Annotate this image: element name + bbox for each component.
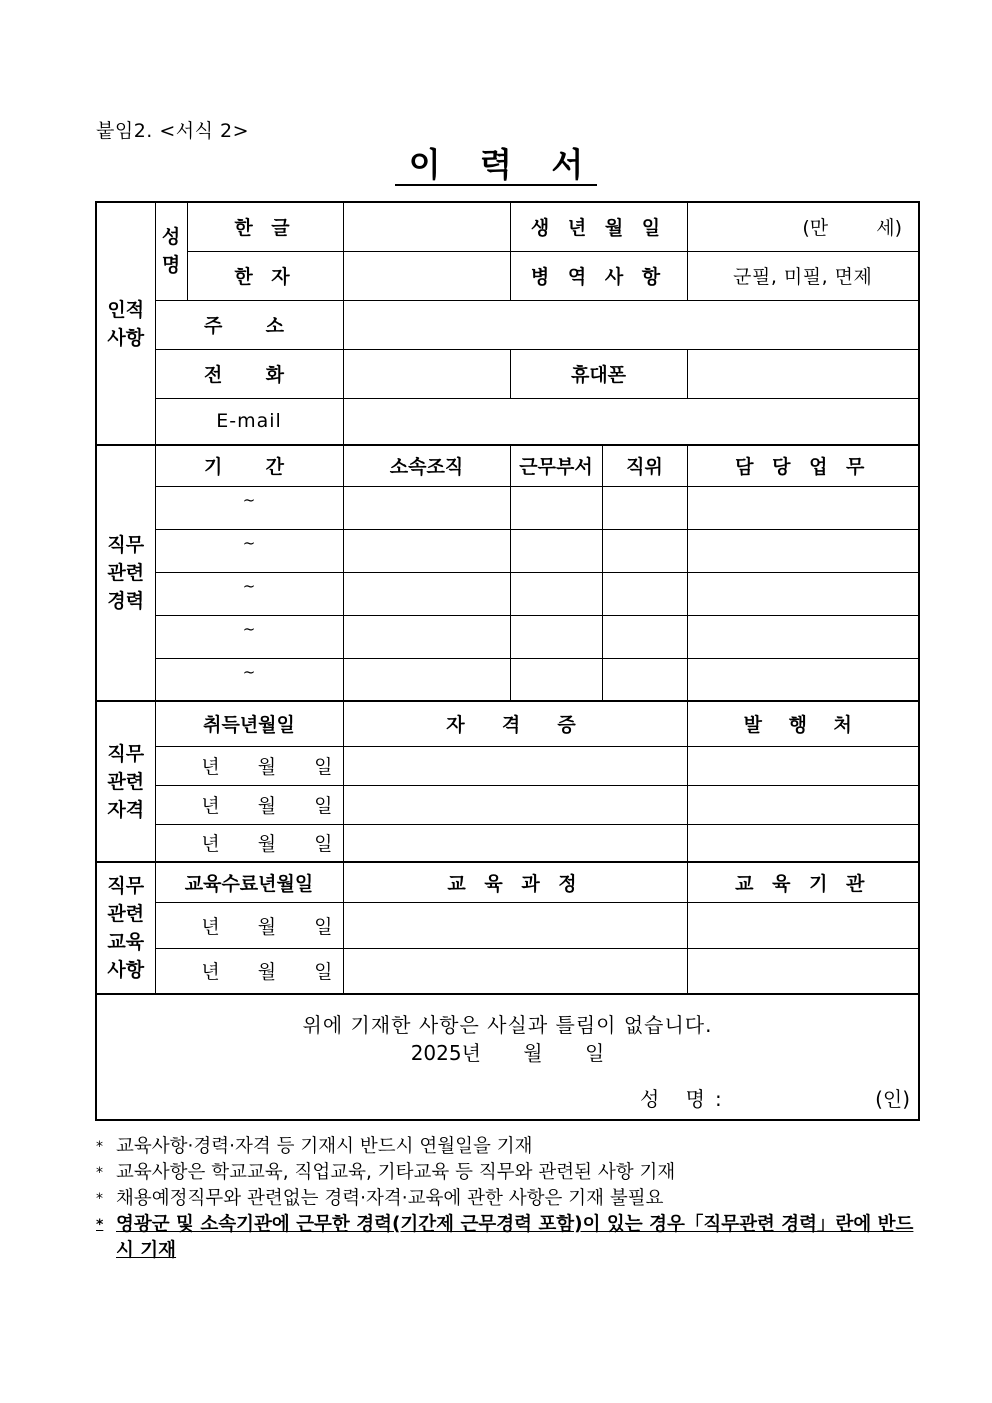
document-title: 이 력 서 [395,146,598,186]
military-label: 병 역 사 항 [510,251,687,300]
career-position-field[interactable] [602,615,687,658]
education-inst-field[interactable] [687,948,919,994]
license-row [96,824,919,862]
career-header-row [96,445,919,486]
license-name-field[interactable] [343,824,687,862]
row-name-hangul [96,202,919,251]
address-label: 주 소 [155,300,343,349]
declaration-year: 2025년 [410,1041,481,1065]
note-mark: * [96,1217,104,1233]
personal-section-label: 인적 사항 [96,202,155,445]
education-date-field[interactable] [155,902,343,948]
row-phone [96,349,919,398]
career-col-duty: 담 당 업 무 [687,445,919,486]
month-unit: 월 [257,833,277,856]
career-duty-field[interactable] [687,615,919,658]
career-row [96,486,919,529]
career-position-field[interactable] [602,529,687,572]
note-text: 영광군 및 소속기관에 근무한 경력(기간제 근무경력 포함)이 있는 경우「직무관련 경력」란에 반드시 기재 [116,1214,914,1261]
career-row [96,529,919,572]
license-name-field[interactable] [343,785,687,824]
day-unit: 일 [314,795,333,817]
education-row [96,948,919,994]
license-row [96,746,919,785]
day-unit: 일 [314,833,333,856]
career-dept-field[interactable] [510,529,602,572]
license-section-label: 직무 관련 자격 [96,701,155,862]
education-course-field[interactable] [343,902,687,948]
name-label: 성 명 [155,202,187,300]
month-unit: 월 [257,915,277,938]
career-dept-field[interactable] [510,572,602,615]
career-row [96,572,919,615]
license-row [96,785,919,824]
career-col-org: 소속조직 [343,445,510,486]
career-col-period: 기 간 [155,445,343,486]
career-dept-field[interactable] [510,658,602,701]
license-col-name: 자 격 증 [343,701,687,746]
career-duty-field[interactable] [687,529,919,572]
career-duty-field[interactable] [687,486,919,529]
license-name-field[interactable] [343,746,687,785]
hanja-label: 한 자 [187,251,343,300]
military-options[interactable]: 군필, 미필, 면제 [687,251,919,300]
education-course-field[interactable] [343,948,687,994]
hangul-name-field[interactable] [343,202,510,251]
note-text: 교육사항·경력·자격 등 기재시 반드시 연월일을 기재 [116,1136,533,1157]
phone-label: 전 화 [155,349,343,398]
career-position-field[interactable] [602,572,687,615]
license-col-issuer: 발 행 처 [687,701,919,746]
year-unit: 년 [201,961,220,984]
license-date-field[interactable] [155,824,343,862]
education-col-course: 교 육 과 정 [343,862,687,902]
day-unit: 일 [314,961,333,984]
birth-label: 생 년 월 일 [510,202,687,251]
education-col-inst: 교 육 기 관 [687,862,919,902]
resume-form-table [95,201,920,1121]
note-text: 교육사항은 학교교육, 직업교육, 기타교육 등 직무와 관련된 사항 기재 [116,1162,676,1183]
note-mark: * [96,1191,103,1207]
age-close: 세) [876,217,903,240]
document-title-wrap [0,146,992,186]
license-issuer-field[interactable] [687,746,919,785]
year-unit: 년 [201,756,220,778]
phone-field[interactable] [343,349,510,398]
mobile-field[interactable] [687,349,919,398]
mobile-label: 휴대폰 [510,349,687,398]
license-issuer-field[interactable] [687,824,919,862]
career-org-field[interactable] [343,529,510,572]
education-section-label: 직무 관련 교육 사항 [96,862,155,994]
career-col-position: 직위 [602,445,687,486]
career-period-field[interactable]: ~ [155,658,343,701]
education-row [96,902,919,948]
note-item [96,1186,916,1212]
career-duty-field[interactable] [687,572,919,615]
declaration-date [97,1037,918,1066]
career-dept-field[interactable] [510,615,602,658]
seal-label: (인) [875,1087,911,1111]
declaration-month: 월 [523,1041,543,1065]
note-item [96,1160,916,1186]
career-col-dept: 근무부서 [510,445,602,486]
career-period-field[interactable]: ~ [155,486,343,529]
career-org-field[interactable] [343,658,510,701]
note-item-emphasis [96,1212,916,1264]
license-header-row [96,701,919,746]
career-dept-field[interactable] [510,486,602,529]
day-unit: 일 [314,915,333,938]
hangul-label: 한 글 [187,202,343,251]
month-unit: 월 [257,961,277,984]
career-org-field[interactable] [343,615,510,658]
education-inst-field[interactable] [687,902,919,948]
education-col-date: 교육수료년월일 [155,862,343,902]
hanja-name-field[interactable] [343,251,510,300]
year-unit: 년 [201,795,220,817]
row-address [96,300,919,349]
education-date-field[interactable] [155,948,343,994]
note-item [96,1134,916,1160]
row-email [96,398,919,445]
career-period-field[interactable]: ~ [155,529,343,572]
note-text: 채용예정직무와 관련없는 경력·자격·교육에 관한 사항은 기재 불필요 [116,1188,664,1209]
note-mark: * [96,1139,103,1155]
email-field[interactable] [343,398,919,445]
career-section-label: 직무 관련 경력 [96,445,155,701]
attachment-label: 붙임2. <서식 2> [96,120,250,142]
career-row [96,615,919,658]
birth-field[interactable] [687,202,919,251]
year-unit: 년 [201,915,220,938]
address-field[interactable] [343,300,919,349]
age-open: (만 [802,217,829,240]
notes [96,1134,916,1264]
note-mark: * [96,1165,103,1181]
career-duty-field[interactable] [687,658,919,701]
declaration-row [96,994,919,1120]
career-position-field[interactable] [602,486,687,529]
education-header-row [96,862,919,902]
license-date-field[interactable] [155,785,343,824]
declaration-statement: 위에 기재한 사항은 사실과 틀림이 없습니다. [302,1013,713,1037]
career-row [96,658,919,701]
declaration-cell [96,994,919,1120]
month-unit: 월 [257,756,277,778]
day-unit: 일 [314,756,333,778]
signature-label: 성 명: [640,1087,732,1111]
license-date-field[interactable] [155,746,343,785]
career-period-field[interactable]: ~ [155,572,343,615]
license-col-date: 취득년월일 [155,701,343,746]
row-name-hanja [96,251,919,300]
career-period-field[interactable]: ~ [155,615,343,658]
license-issuer-field[interactable] [687,785,919,824]
email-label: E-mail [155,398,343,445]
career-org-field[interactable] [343,486,510,529]
year-unit: 년 [201,833,220,856]
career-org-field[interactable] [343,572,510,615]
month-unit: 월 [257,795,277,817]
career-position-field[interactable] [602,658,687,701]
declaration-day: 일 [584,1041,605,1065]
